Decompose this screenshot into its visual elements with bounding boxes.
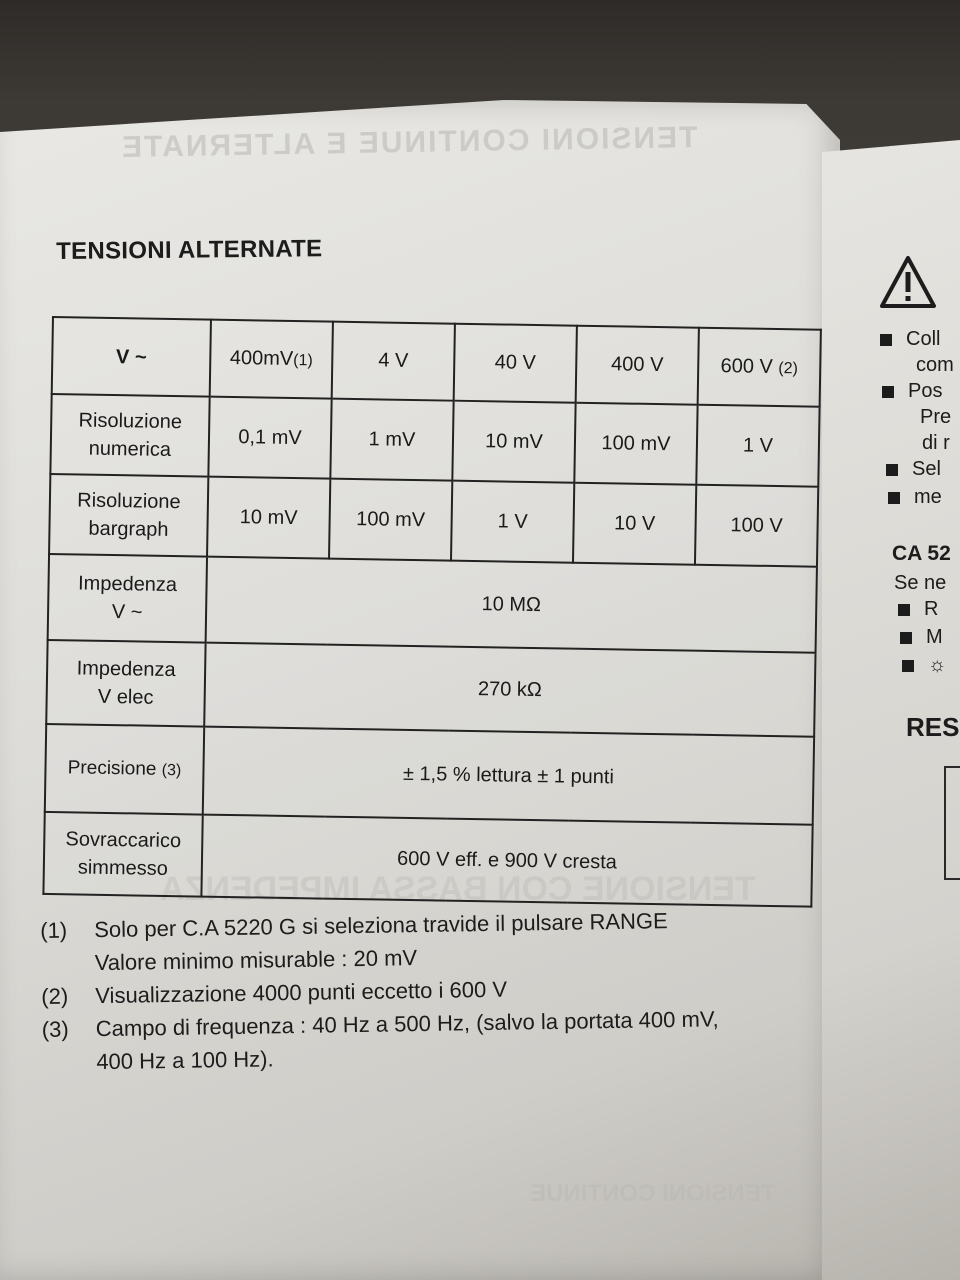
header-range: 400mV(1) — [210, 320, 333, 399]
mirror-text-top: TENSIONI CONTINUE E ALTERNATE — [119, 120, 698, 165]
table-cell: 10 mV — [452, 401, 575, 483]
table-cell: 100 mV — [329, 479, 452, 561]
table-cell: 0,1 mV — [208, 397, 331, 479]
footnote: (3) Campo di frequenza : 40 Hz a 500 Hz, (salvo la portata 400 mV, 400 Hz a 100 Hz). — [42, 1000, 857, 1079]
right-bullet: Coll — [880, 328, 940, 351]
table-cell: 10 mV — [207, 477, 330, 559]
table-row-resolution-bargraph — [49, 474, 818, 567]
header-range: 400 V — [576, 326, 699, 405]
section-title: TENSIONI ALTERNATE — [56, 235, 323, 265]
header-range: 40 V — [454, 324, 577, 403]
row-label: Risoluzione bargraph — [49, 474, 208, 557]
warning-triangle-icon — [878, 254, 938, 310]
header-range: 4 V — [332, 322, 455, 401]
table-cell: 10 V — [573, 483, 696, 565]
table-cell: 600 V eff. e 900 V cresta — [201, 815, 812, 907]
right-bullet: R — [898, 598, 938, 621]
table-cell: 10 MΩ — [206, 557, 817, 653]
right-text: com — [916, 354, 954, 376]
right-heading: CA 52 — [892, 542, 951, 565]
right-bullet: M — [900, 626, 943, 649]
row-label: Precisione (3) — [45, 724, 204, 815]
table-row-precision — [45, 724, 814, 825]
footnote-number: (1) — [40, 917, 68, 943]
right-text: di r — [922, 432, 950, 454]
right-bullet: Sel — [886, 458, 941, 481]
header-label: V ~ — [52, 317, 211, 397]
table-row-impedance-ac — [48, 554, 817, 653]
footnote: (2) Visualizzazione 4000 punti eccetto i 600 V — [41, 967, 855, 1013]
table-row-header — [52, 317, 821, 407]
row-label: Impedenza V ~ — [48, 554, 207, 643]
table-row-overload — [43, 812, 812, 907]
mirror-text-bottom: TENSIONI CONTINUE — [530, 1180, 776, 1207]
table-cell: ± 1,5 % lettura ± 1 punti — [203, 727, 814, 825]
footnote-number: (2) — [41, 983, 69, 1009]
mirror-text-middle: TENSIONE CON BASSA IMPEDENZA — [160, 870, 756, 908]
right-text: Se ne — [894, 572, 947, 594]
right-bullet: Pos — [882, 380, 942, 403]
footnote-number: (3) — [41, 1016, 69, 1042]
row-label: Sovraccarico simmesso — [43, 812, 202, 897]
footnote: (1) Solo per C.A 5220 G si seleziona travide il pulsare RANGE Valore minimo misurable : 20 mV — [40, 901, 855, 980]
right-bullet: me — [888, 486, 942, 509]
right-text: Pre — [920, 406, 952, 428]
backlight-icon: ☼ — [928, 654, 947, 676]
table-cell: 1 mV — [330, 399, 453, 481]
table-cell: 100 mV — [574, 403, 697, 485]
table-cell: 1 V — [696, 405, 819, 487]
table-row-resolution-numeric — [50, 394, 819, 487]
manual-page-right — [822, 140, 960, 1280]
table-cell: 270 kΩ — [204, 643, 815, 737]
table-cell: 100 V — [695, 485, 818, 567]
row-label: Impedenza V elec — [46, 640, 205, 727]
right-bullet — [902, 654, 946, 677]
footnotes — [40, 901, 856, 1079]
right-table-fragment — [944, 766, 960, 880]
ac-voltage-spec-table — [42, 316, 821, 908]
table-row-impedance-elec — [46, 640, 815, 737]
table-cell: 1 V — [451, 481, 574, 563]
row-label: Risoluzione numerica — [50, 394, 209, 477]
right-heading: RES — [906, 712, 960, 742]
header-range: 600 V (2) — [698, 328, 821, 407]
